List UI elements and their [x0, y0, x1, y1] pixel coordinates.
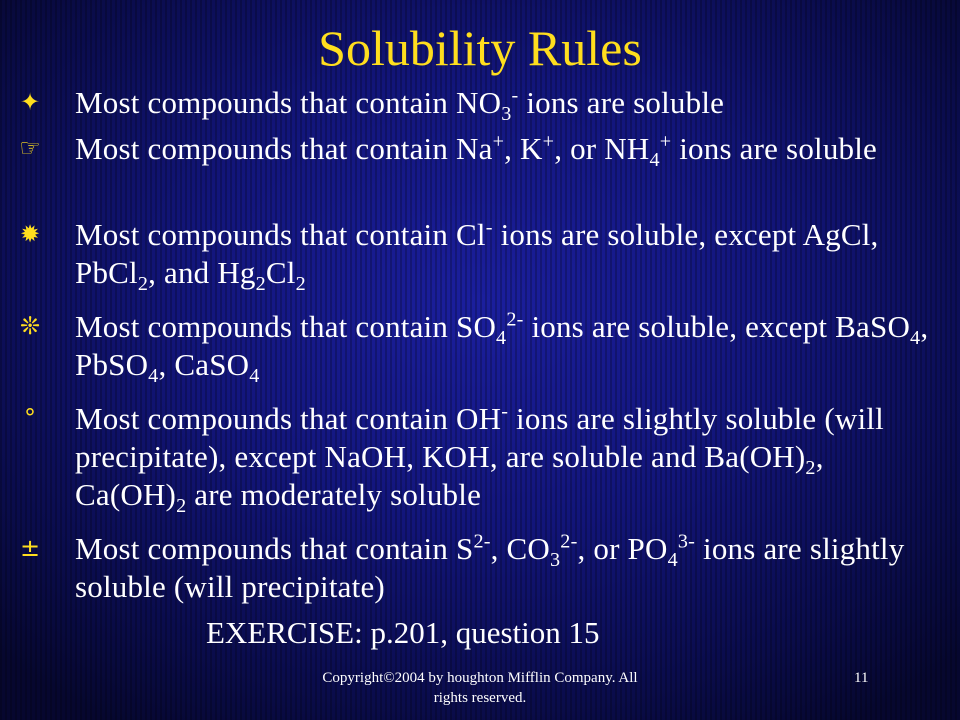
snowflake-bullet-icon: ❊: [19, 312, 41, 340]
bullet-text: Most compounds that contain $S^{2-}$, $CO_3^{2-}$, or $PO_4^{3-}$ ions are slightly soluble (will precipitate): [75, 530, 905, 604]
star-bullet-icon: ✦: [19, 88, 41, 116]
bullet-text: Most compounds that contain OH- ions are slightly soluble (will precipitate), except NaOH, KOH, are soluble and $Ba(OH)_2$, $Ca(OH)_2$ are moderately soluble: [75, 400, 884, 518]
slide-number: 11: [854, 670, 869, 686]
plus-minus-bullet-icon: ±: [19, 534, 41, 562]
bullet-text: Most compounds that contain Cl- ions are soluble, except AgCl, PbCl$_2$, and $Hg_2Cl_2$: [75, 216, 879, 296]
bullet-text: Most compounds that contain $SO_4^{2-}$ ions are soluble, except BaSO$_4$, PbSO$_4$, CaSO$_4$: [75, 308, 929, 388]
degree-bullet-icon: °: [24, 404, 36, 432]
bullet-text: Most compounds that contain Na+, K+, or $NH_4^+$ ions are soluble: [75, 130, 877, 172]
exercise-text: EXERCISE: p.201, question 15: [206, 615, 600, 650]
sun-bullet-icon: ✹: [19, 220, 41, 248]
pointing-hand-bullet-icon: ☞: [19, 134, 41, 162]
slide-title: Solubility Rules: [318, 20, 642, 76]
bullet-text: Most compounds that contain $NO_3^-$ ions are soluble: [75, 84, 725, 126]
copyright-footer: Copyright©2004 by houghton Mifflin Company. All rights reserved.: [322, 670, 638, 706]
